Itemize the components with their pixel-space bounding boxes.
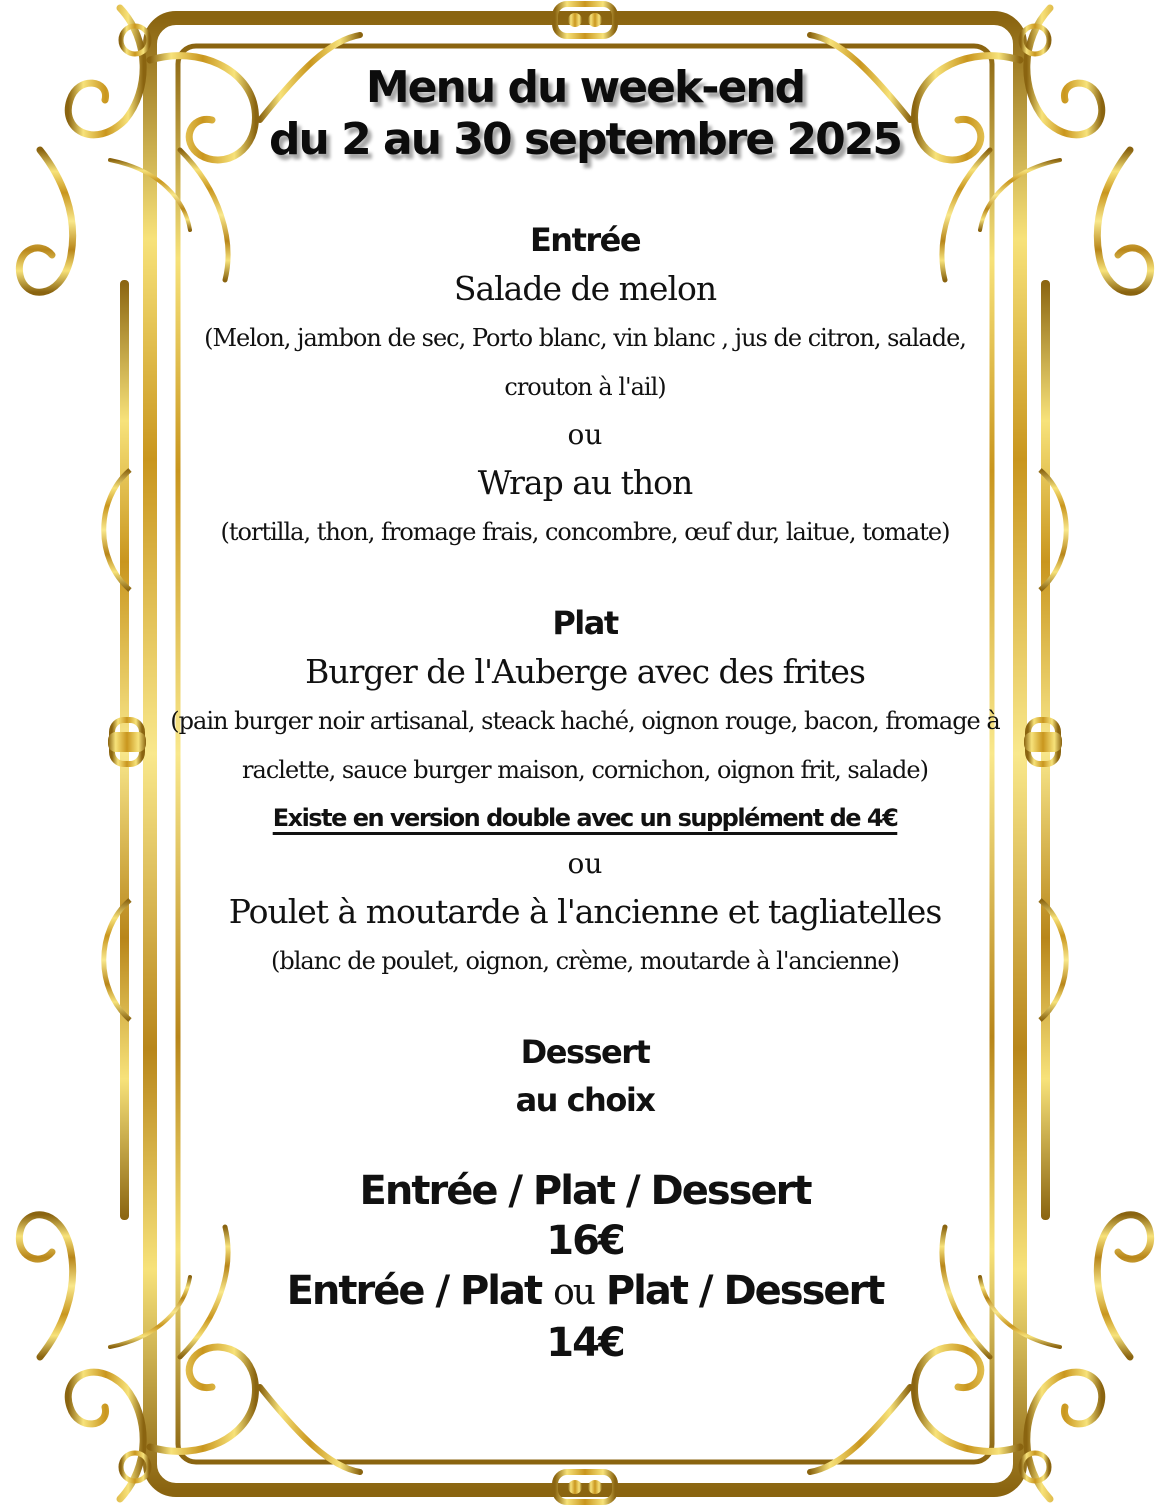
entree-dish2-desc: (tortilla, thon, fromage frais, concombre, œuf dur, laitue, tomate) <box>220 518 950 546</box>
menu-title-line2: du 2 au 30 septembre 2025 <box>268 114 902 165</box>
menu-title-line1: Menu du week-end <box>365 62 805 113</box>
entree-separator: ou <box>567 418 603 451</box>
plat-dish1-desc-line2: raclette, sauce burger maison, cornichon, oignon frit, salade) <box>242 756 928 784</box>
entree-dish1-desc-line1: (Melon, jambon de sec, Porto blanc, vin blanc , jus de citron, salade, <box>204 324 966 352</box>
formula-two-courses-part1: Entrée / Plat <box>286 1268 542 1314</box>
formula-two-courses-or: ou <box>553 1272 594 1313</box>
menu-title <box>130 62 1040 166</box>
price-two-courses: 14€ <box>546 1320 624 1366</box>
plat-dish2-name: Poulet à moutarde à l'ancienne et tagliatelles <box>228 892 942 931</box>
formula-two-courses-part2: Plat / Dessert <box>605 1268 884 1314</box>
entree-section <box>130 216 1040 557</box>
dessert-section <box>130 1028 1040 1124</box>
dessert-choice: au choix <box>515 1081 655 1119</box>
plat-separator: ou <box>567 847 603 880</box>
plat-dish1-name: Burger de l'Auberge avec des frites <box>305 652 865 691</box>
plat-dish1-desc-line1: (pain burger noir artisanal, steack haché, oignon rouge, bacon, fromage à <box>170 707 1000 735</box>
prices-section <box>130 1166 1040 1368</box>
entree-dish1-name: Salade de melon <box>453 269 717 308</box>
plat-double-version-note: Existe en version double avec un supplément de 4€ <box>272 804 898 832</box>
formula-two-courses <box>130 1266 1040 1318</box>
plat-heading: Plat <box>552 604 618 642</box>
entree-dish1-desc-line2: crouton à l'ail) <box>504 373 666 401</box>
menu-content <box>130 62 1040 1368</box>
price-full: 16€ <box>546 1218 624 1264</box>
formula-full: Entrée / Plat / Dessert <box>359 1168 811 1214</box>
plat-section <box>130 599 1040 986</box>
plat-dish2-desc: (blanc de poulet, oignon, crème, moutarde à l'ancienne) <box>271 947 899 975</box>
entree-dish2-name: Wrap au thon <box>477 463 693 502</box>
entree-heading: Entrée <box>529 221 641 259</box>
dessert-heading: Dessert <box>520 1033 650 1071</box>
